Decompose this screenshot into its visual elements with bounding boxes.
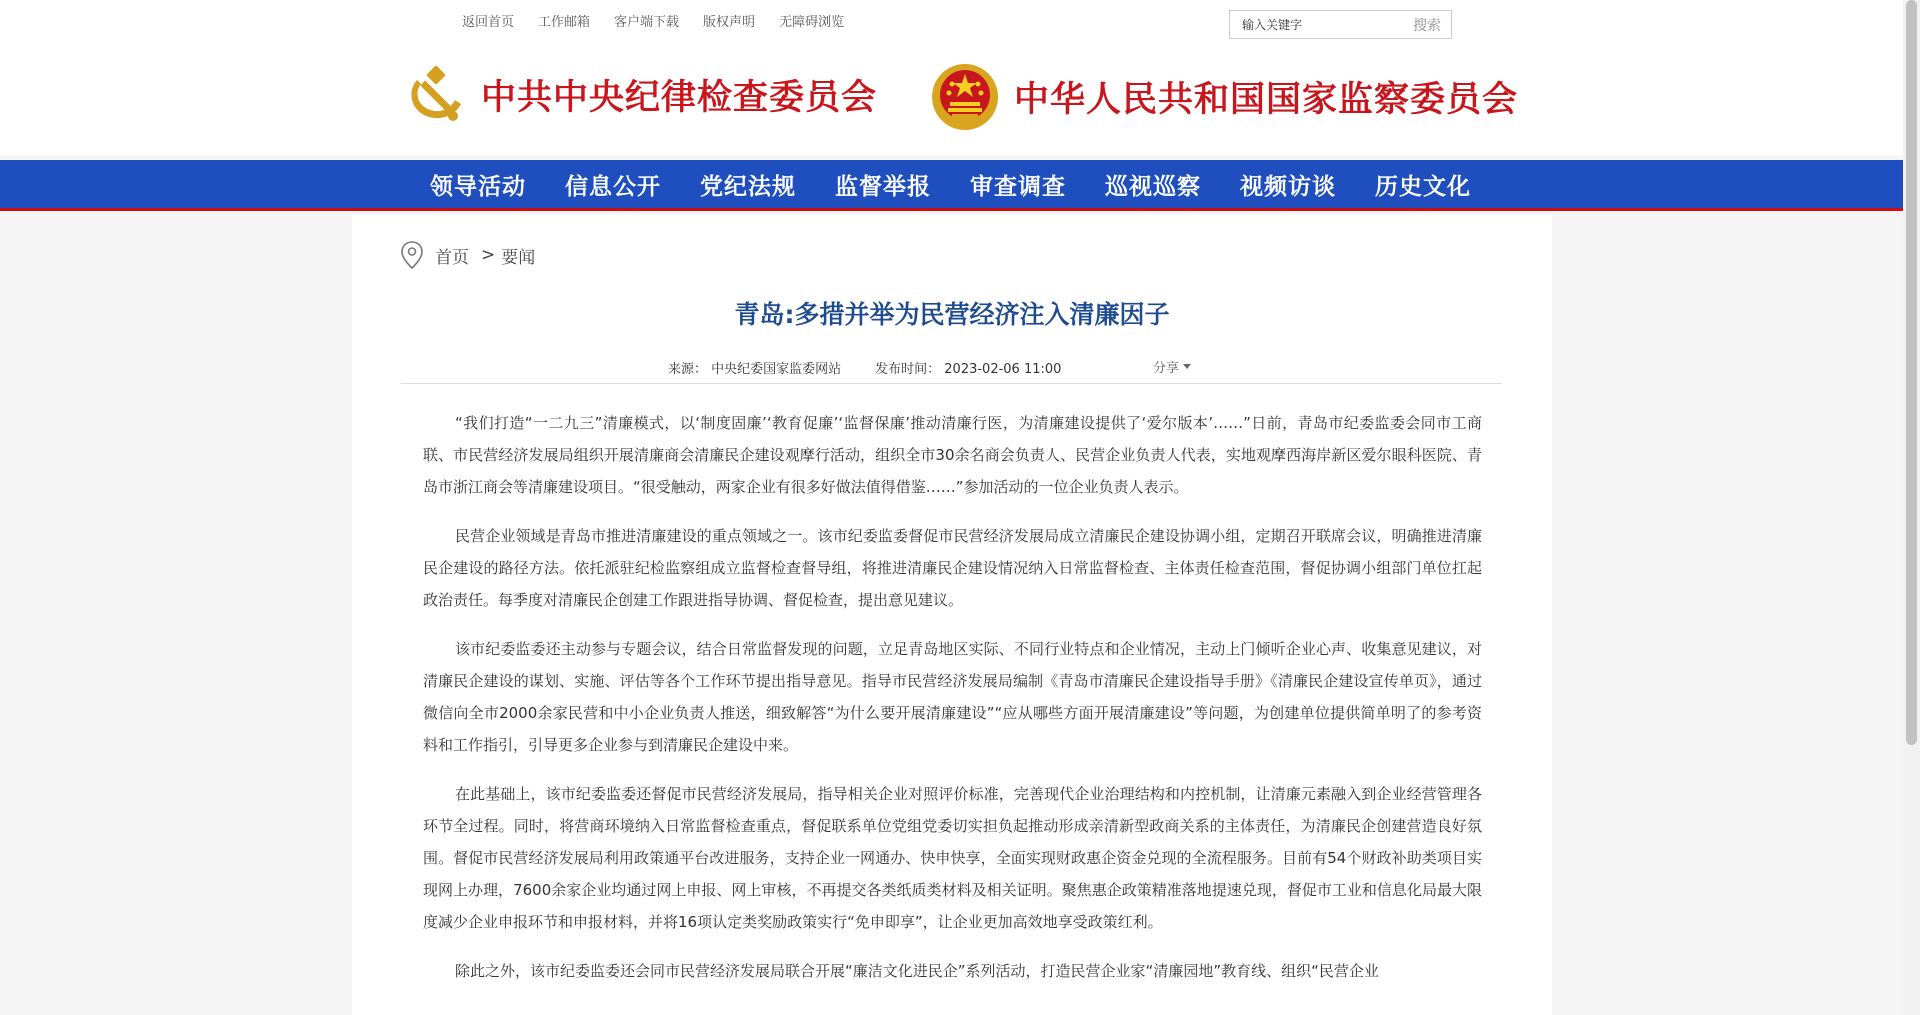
breadcrumb-separator: >: [481, 245, 496, 265]
top-link-home[interactable]: 返回首页: [462, 15, 515, 30]
site-header: [0, 0, 1903, 155]
article-paragraph: 除此之外，该市纪委监委还会同市民营经济发展局联合开展“廉洁文化进民企”系列活动，打造民营企业家“清廉园地”教育线、组织“民营企业: [455, 962, 1379, 980]
nav-item-history-culture[interactable]: 历史文化: [1375, 172, 1471, 200]
article-date: 发布时间： 2023-02-06 11:00: [875, 362, 1062, 377]
nav-item-inspection[interactable]: 巡视巡察: [1105, 172, 1201, 200]
article-body: [423, 407, 1482, 1004]
breadcrumb: [401, 241, 535, 269]
share-label: 分享: [1153, 361, 1180, 376]
article-paragraph: 在此基础上，该市纪委监委还督促市民营经济发展局，指导相关企业对照评价标准，完善现代企业治理结构和内控机制，让清廉元素融入到企业经营管理各环节全过程。同时，将营商环境纳入日常监督检查重点，督促联系单位党组党委切实担负起推动形成亲清新型政商关系的主体责任，为清廉民企创建营造良好氛围。督促市民营经济发展局利用政策通平台改进服务，支持企业一网通办、快申快享，全面实现财政惠企资金兑现的全流程服务。目前有54个财政补助类项目实现网上办理，7600余家企业均通过网上申报、网上审核，不再提交各类纸质类材料及相关证明。聚焦惠企政策精准落地提速兑现，督促市工业和信息化局最大限度减少企业申报环节和申报材料，并将16项认定类奖励政策实行“免申即享”，让企业更加高效地享受政策红利。: [423, 785, 1482, 931]
nav-item-party-regulations[interactable]: 党纪法规: [700, 172, 796, 200]
chevron-down-icon: [1183, 364, 1191, 369]
location-pin-icon: [401, 241, 423, 269]
article-title: 青岛:多措并举为民营经济注入清廉因子: [734, 300, 1170, 329]
share-button[interactable]: [1153, 357, 1191, 376]
nsc-logo[interactable]: [930, 62, 1518, 132]
ccdi-logo[interactable]: [403, 64, 877, 126]
top-link-accessibility[interactable]: 无障碍浏览: [779, 15, 845, 30]
page-scrollbar[interactable]: [1903, 0, 1920, 1015]
article-paragraph: “我们打造“一二九三”清廉模式，以‘制度固廉’‘教育促廉’‘监督保廉’推动清廉行医，为清廉建设提供了‘爱尔版本’……”日前，青岛市纪委监委会同市工商联、市民营经济发展局组织开展清廉商会清廉民企建设观摩行活动，组织全市30余名商会负责人、民营企业负责人代表，实地观摩西海岸新区爱尔眼科医院、青岛市浙江商会等清廉建设项目。“很受触动，两家企业有很多好做法值得借鉴……”参加活动的一位企业负责人表示。: [423, 414, 1482, 496]
article-paragraph: 该市纪委监委还主动参与专题会议，结合日常监督发现的问题，立足青岛地区实际、不同行业特点和企业情况，主动上门倾听企业心声、收集意见建议，对清廉民企建设的谋划、实施、评估等各个工作环节提出指导意见。指导市民营经济发展局编制《青岛市清廉民企建设指导手册》《清廉民企建设宣传单页》，通过微信向全市2000余家民营和中小企业负责人推送，细致解答“为什么要开展清廉建设”“应从哪些方面开展清廉建设”等问题，为创建单位提供简单明了的参考资料和工作指引，引导更多企业参与到清廉民企建设中来。: [423, 640, 1482, 754]
article-source: 来源： 中央纪委国家监委网站: [668, 362, 842, 377]
search-input[interactable]: [1240, 17, 1390, 33]
top-link-client-download[interactable]: 客户端下载: [614, 15, 680, 30]
nav-item-investigation[interactable]: 审查调查: [970, 172, 1066, 200]
breadcrumb-current[interactable]: 要闻: [501, 247, 536, 268]
main-nav: [0, 160, 1903, 211]
search-button[interactable]: 搜索: [1413, 17, 1441, 34]
top-link-mail[interactable]: 工作邮箱: [538, 15, 591, 30]
title-divider: [401, 383, 1502, 384]
search-box: [1229, 10, 1452, 39]
article-panel: [352, 214, 1552, 1015]
nav-item-supervision-report[interactable]: 监督举报: [835, 172, 931, 200]
top-links: [462, 11, 844, 30]
national-emblem-icon: [930, 62, 1000, 132]
nav-item-leadership[interactable]: 领导活动: [430, 172, 526, 200]
breadcrumb-home[interactable]: 首页: [435, 247, 469, 268]
article-meta: [668, 358, 1061, 377]
nav-item-video-interview[interactable]: 视频访谈: [1240, 172, 1336, 200]
article-paragraph: 民营企业领域是青岛市推进清廉建设的重点领域之一。该市纪委监委督促市民营经济发展局成立清廉民企建设协调小组，定期召开联席会议，明确推进清廉民企建设的路径方法。依托派驻纪检监察组成立监督检查督导组，将推进清廉民企建设情况纳入日常监督检查、主体责任检查范围，督促协调小组部门单位扛起政治责任。每季度对清廉民企创建工作跟进指导协调、督促检查，提出意见建议。: [423, 527, 1482, 609]
hammer-sickle-icon: [403, 64, 465, 126]
scrollbar-thumb[interactable]: [1906, 0, 1917, 745]
top-link-copyright[interactable]: 版权声明: [703, 15, 756, 30]
nav-item-info-disclosure[interactable]: 信息公开: [565, 172, 661, 200]
nsc-name: 中华人民共和国国家监察委员会: [1014, 79, 1519, 120]
ccdi-name: 中共中央纪律检查委员会: [481, 77, 878, 118]
